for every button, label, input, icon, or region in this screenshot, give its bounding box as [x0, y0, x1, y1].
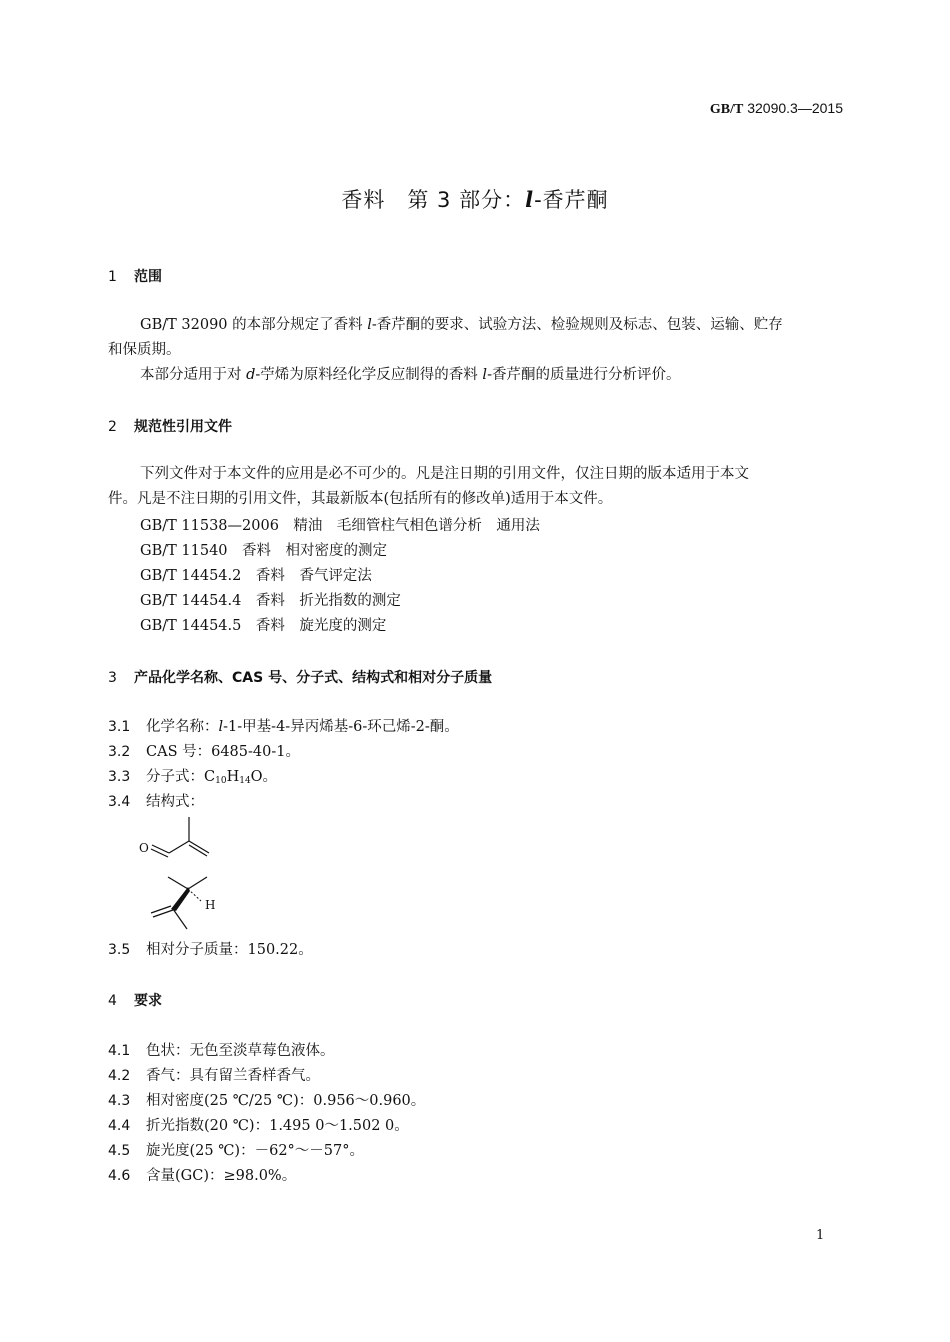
- section-title: 要求: [134, 993, 162, 1009]
- scope-paragraph-line-1: GB/T 32090 的本部分规定了香料 l-香芹酮的要求、试验方法、检验规则及标志、包装、运输、贮存: [140, 317, 783, 333]
- page-number: 1: [816, 1228, 825, 1243]
- references-intro-line-2: 件。凡是不注日期的引用文件，其最新版本(包括所有的修改单)适用于本文件。: [108, 491, 613, 507]
- standard-header: [710, 100, 843, 118]
- scope-paragraph-line-2: 和保质期。: [108, 342, 181, 358]
- section-4-heading: [108, 990, 162, 1010]
- title-suffix: -香芹酮: [534, 188, 609, 212]
- requirement-item: 4.1 色状：无色至淡草莓色液体。: [108, 1043, 335, 1059]
- section-1-heading: [108, 266, 162, 286]
- page-title: [0, 184, 950, 214]
- section-number: 4: [108, 993, 117, 1009]
- reference-item: GB/T 14454.2 香料 香气评定法: [140, 568, 372, 584]
- section-title: 范围: [134, 269, 162, 285]
- hydrogen-atom-label: H: [205, 898, 216, 912]
- reference-item: GB/T 14454.4 香料 折光指数的测定: [140, 593, 401, 609]
- section-title: 规范性引用文件: [134, 419, 232, 435]
- reference-item: GB/T 11538—2006 精油 毛细管柱气相色谱分析 通用法: [140, 518, 540, 534]
- reference-item: GB/T 14454.5 香料 旋光度的测定: [140, 618, 387, 634]
- title-prefix: 香料 第 3 部分：: [341, 188, 526, 212]
- section-3-heading: [108, 667, 492, 687]
- structural-formula-diagram: [135, 815, 235, 935]
- standard-number: 32090.3—2015: [747, 100, 843, 116]
- references-intro-line-1: 下列文件对于本文件的应用是必不可少的。凡是注日期的引用文件，仅注日期的版本适用于本文: [140, 466, 749, 482]
- requirement-item: 4.5 旋光度(25 ℃)：－62°～－57°。: [108, 1143, 364, 1159]
- section-2-heading: [108, 416, 232, 436]
- molecular-formula-item: 3.3 分子式：$C_{10}H_{14}O$。: [108, 769, 278, 786]
- structural-formula-item: 3.4 结构式：: [108, 794, 204, 810]
- molecular-weight-item: 3.5 相对分子质量：150.22。: [108, 942, 313, 958]
- cas-number-item: 3.2 CAS 号：6485-40-1。: [108, 744, 300, 760]
- section-number: 3: [108, 670, 117, 686]
- reference-item: GB/T 11540 香料 相对密度的测定: [140, 543, 388, 559]
- section-title: 产品化学名称、CAS 号、分子式、结构式和相对分子质量: [134, 670, 493, 686]
- requirement-item: 4.4 折光指数(20 ℃)：1.495 0～1.502 0。: [108, 1118, 409, 1134]
- hash-bond: [188, 889, 201, 901]
- oxygen-atom-label: O: [139, 841, 149, 855]
- section-number: 2: [108, 419, 117, 435]
- scope-paragraph-2: 本部分适用于对 d-苧烯为原料经化学反应制得的香料 l-香芹酮的质量进行分析评价。: [140, 367, 681, 383]
- title-italic-l: l: [525, 187, 535, 212]
- standard-code: GB/T: [709, 102, 744, 117]
- chemical-name-item: 3.1 化学名称：l-1-甲基-4-异丙烯基-6-环己烯-2-酮。: [108, 719, 459, 735]
- requirement-item: 4.3 相对密度(25 ℃/25 ℃)：0.956～0.960。: [108, 1093, 426, 1109]
- wedge-bond: [171, 887, 190, 911]
- requirement-item: 4.2 香气：具有留兰香样香气。: [108, 1068, 320, 1084]
- section-number: 1: [108, 269, 117, 285]
- requirement-item: 4.6 含量(GC)：≥98.0%。: [108, 1168, 297, 1184]
